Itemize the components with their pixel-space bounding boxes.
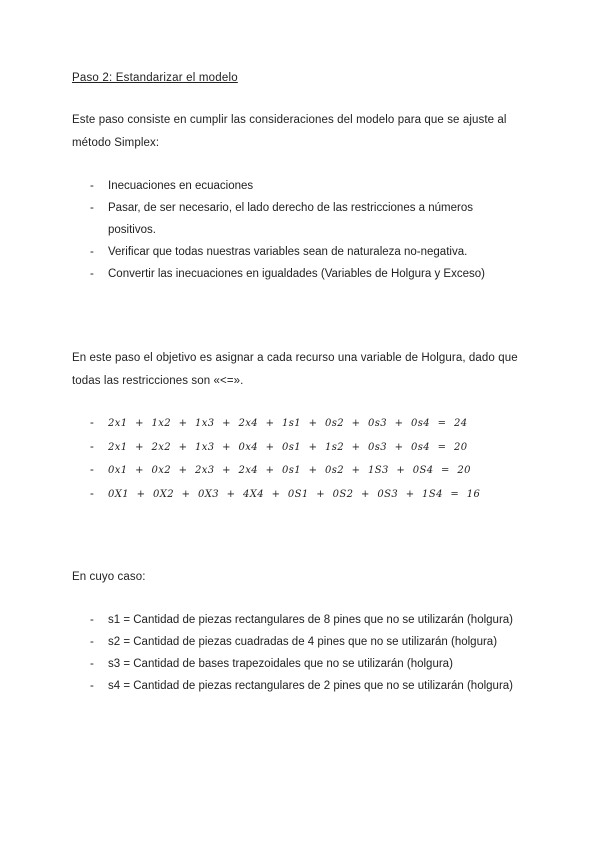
equation-item [72, 436, 542, 460]
list-item [72, 197, 542, 241]
bullet-dash: - [90, 246, 94, 258]
list-item [72, 263, 542, 285]
list-item-text: Pasar, de ser necesario, el lado derecho de las restricciones a números [108, 202, 474, 214]
list-item [72, 241, 542, 263]
equation-text: 2x1 + 1x2 + 1x3 + 2x4 + 1s1 + 0s2 + 0s3 + 0s4 = 24 [108, 418, 468, 429]
bullet-dash: - [90, 180, 94, 192]
bullet-dash: - [90, 487, 94, 500]
bullet-dash: - [90, 636, 94, 648]
slack-definition-text: s2 = Cantidad de piezas cuadradas de 4 pines que no se utilizarán (holgura) [108, 636, 498, 648]
equation-item [72, 483, 542, 507]
equation-item [72, 459, 542, 483]
equation-text: 2x1 + 2x2 + 1x3 + 0x4 + 0s1 + 1s2 + 0s3 + 0s4 = 20 [108, 441, 468, 453]
list-item-text: Verificar que todas nuestras variables sean de naturaleza no-negativa. [108, 246, 468, 258]
slack-definition-text: s1 = Cantidad de piezas rectangulares de 8 pines que no se utilizarán (holgura) [108, 614, 513, 626]
intro-line-2: método Simplex: [72, 137, 160, 149]
list-item-text: Inecuaciones en ecuaciones [108, 180, 254, 192]
intro-line-1: Este paso consiste en cumplir las consideraciones del modelo para que se ajuste al [72, 114, 507, 126]
equation-item [72, 412, 542, 436]
objective-line-1: En este paso el objetivo es asignar a cada recurso una variable de Holgura, dado que [72, 352, 518, 364]
bullet-dash: - [90, 464, 94, 476]
section-heading: Paso 2: Estandarizar el modelo [72, 72, 238, 84]
bullet-dash: - [90, 614, 94, 626]
list-item [72, 175, 542, 197]
objective-line-2: todas las restricciones son «<=». [72, 375, 244, 387]
list-item [72, 675, 542, 697]
equations-list [72, 412, 542, 506]
list-item-text-continued: positivos. [108, 224, 156, 236]
bullet-dash: - [90, 440, 94, 453]
bullet-dash: - [90, 202, 94, 214]
case-intro-paragraph [72, 566, 532, 589]
slack-definition-text: s3 = Cantidad de bases trapezoidales que no se utilizarán (holgura) [108, 658, 453, 670]
objective-paragraph [72, 347, 532, 393]
equation-text: 0X1 + 0X2 + 0X3 + 4X4 + 0S1 + 0S2 + 0S3 + 1S4 = 16 [108, 488, 481, 500]
list-item [72, 653, 542, 675]
bullet-dash: - [90, 268, 94, 280]
bullet-dash: - [90, 417, 94, 429]
slack-definition-text: s4 = Cantidad de piezas rectangulares de 2 pines que no se utilizarán (holgura) [108, 680, 513, 692]
list-item [72, 609, 542, 631]
intro-paragraph [72, 109, 532, 155]
bullet-dash: - [90, 658, 94, 670]
list-item [72, 631, 542, 653]
case-intro-text: En cuyo caso: [72, 571, 146, 583]
list-item-text: Convertir las inecuaciones en igualdades (Variables de Holgura y Exceso) [108, 268, 485, 280]
considerations-list [72, 175, 542, 285]
slack-definitions-list [72, 609, 542, 697]
bullet-dash: - [90, 680, 94, 692]
equation-text: 0x1 + 0x2 + 2x3 + 2x4 + 0s1 + 0s2 + 1S3 + 0S4 = 20 [108, 465, 471, 476]
